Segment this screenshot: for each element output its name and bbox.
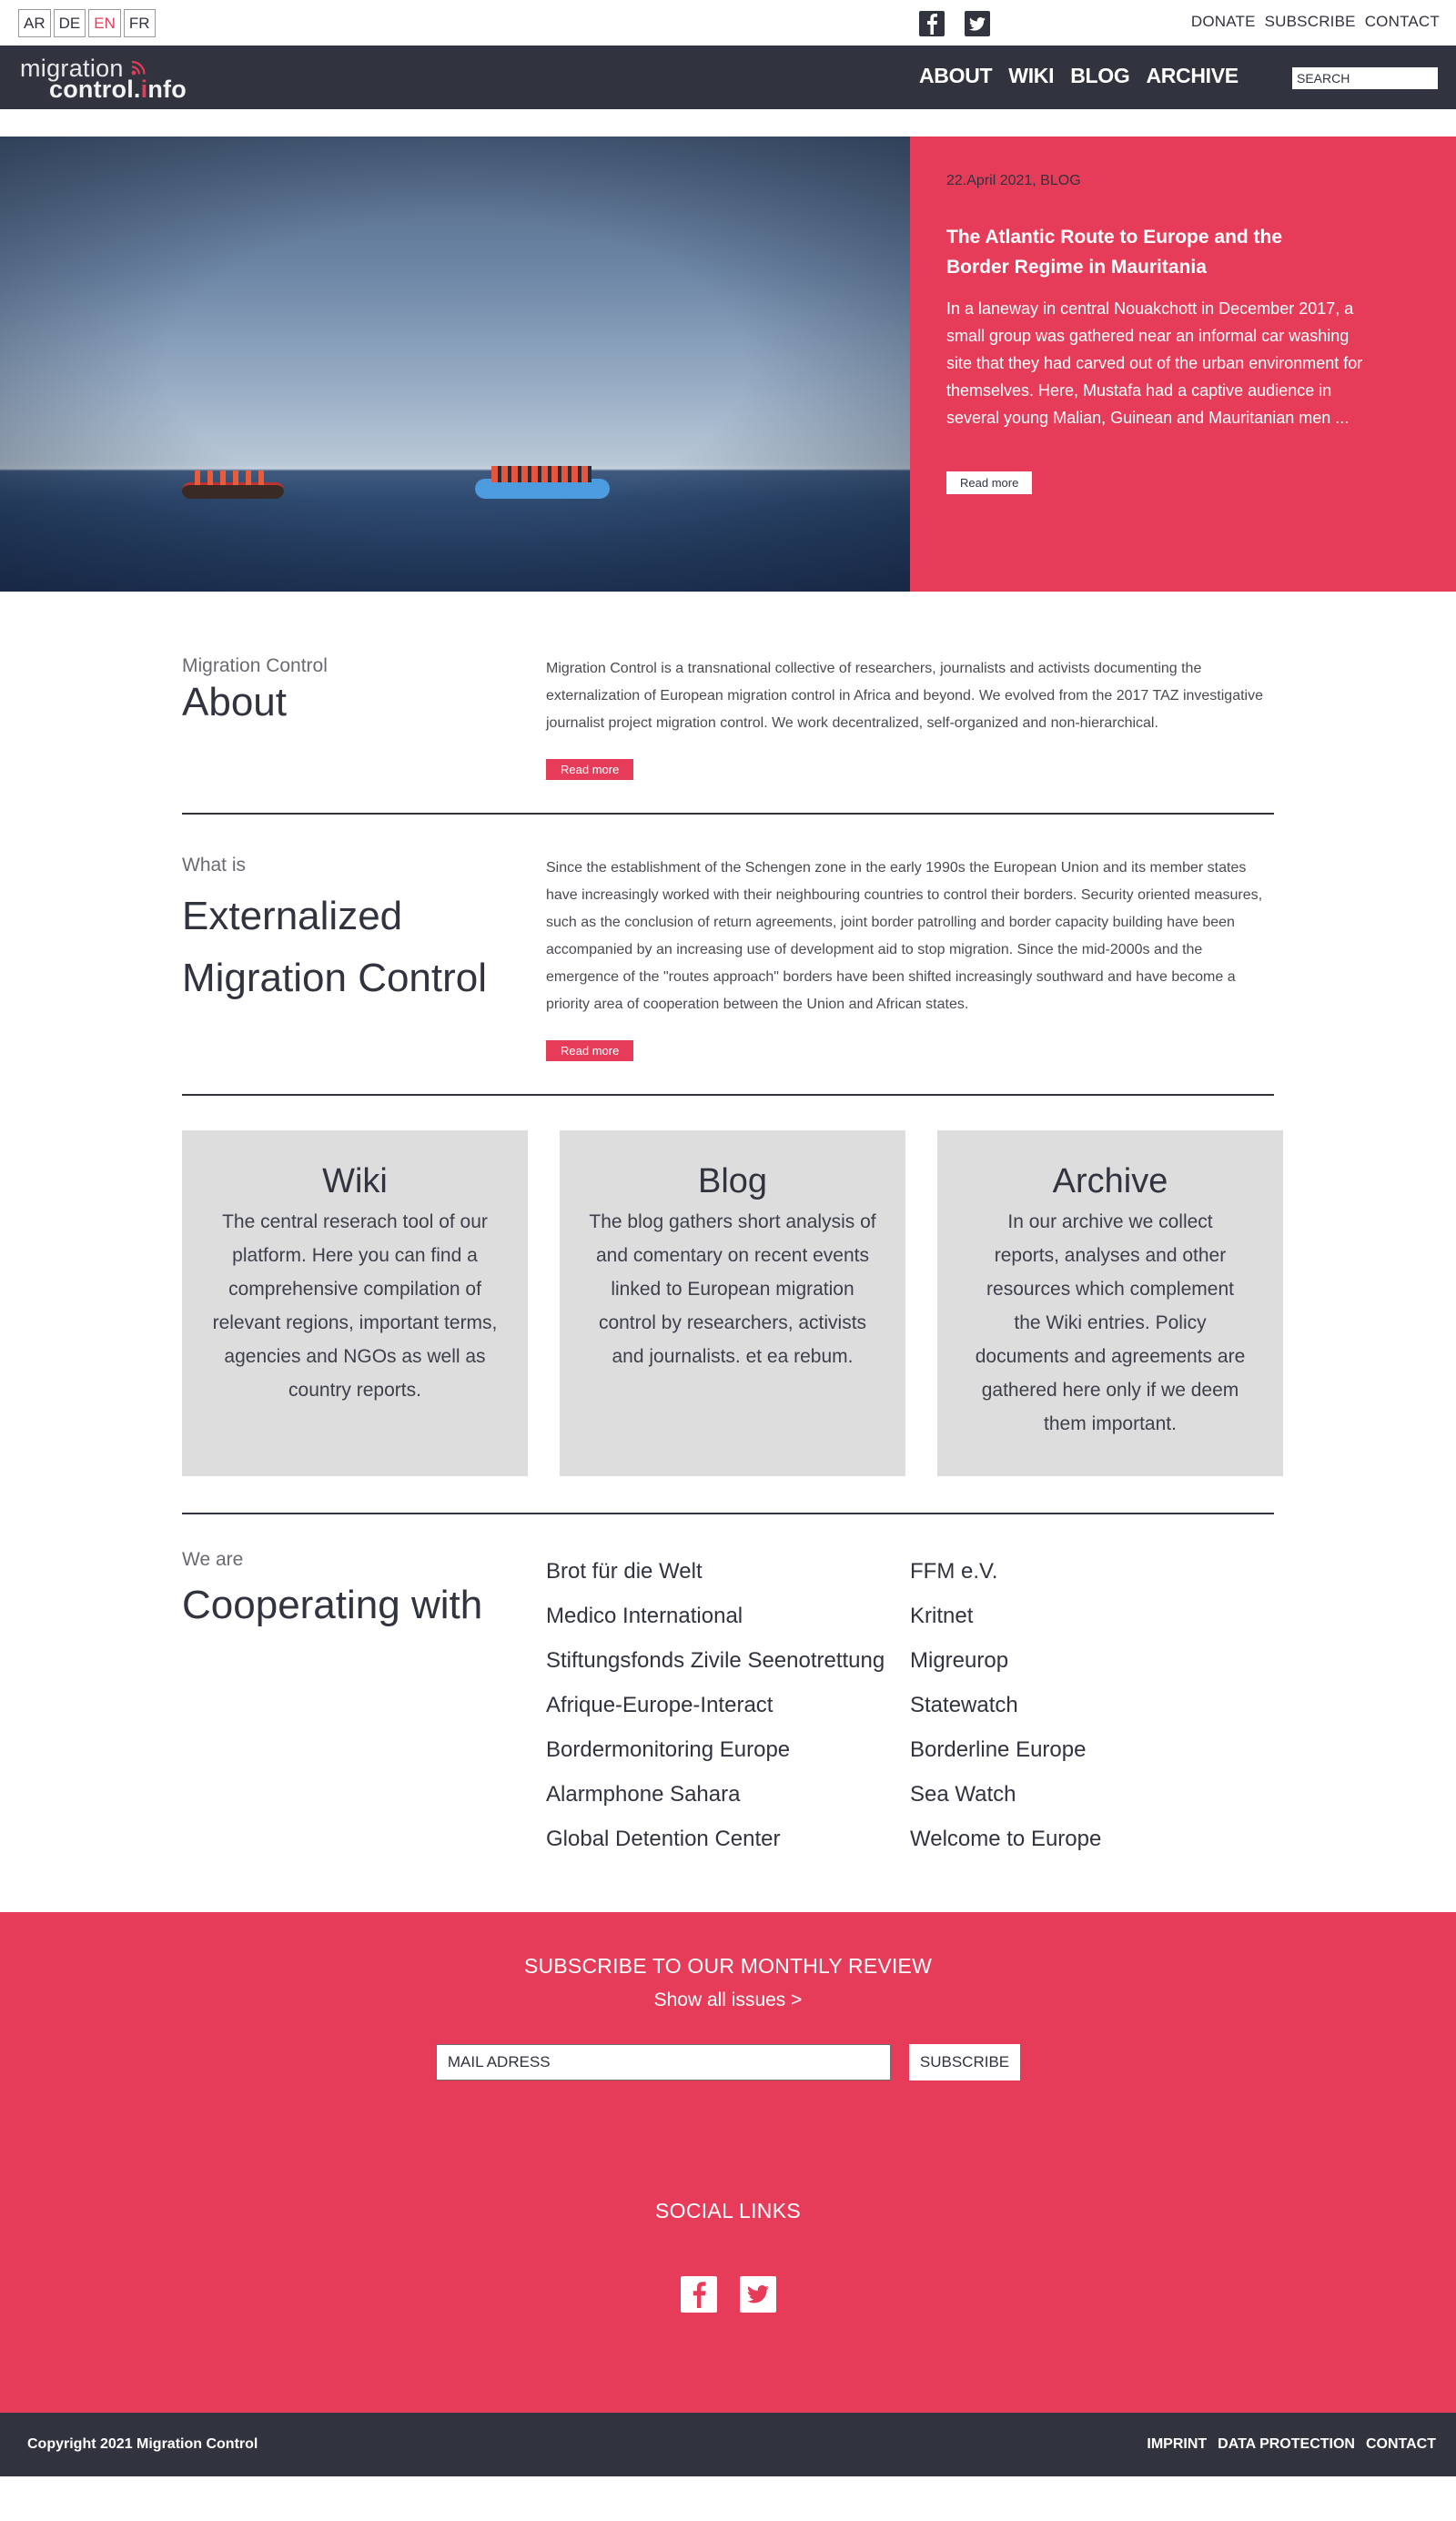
partner-link[interactable]: Migreurop <box>910 1648 1009 1673</box>
nav-archive[interactable]: ARCHIVE <box>1146 64 1239 87</box>
externalized-section <box>182 815 1274 1096</box>
externalized-read-more-button[interactable]: Read more <box>546 1040 633 1061</box>
post-meta: 22.April 2021, BLOG <box>946 173 1081 188</box>
footer-links <box>1147 2436 1436 2453</box>
twitter-icon[interactable] <box>965 11 990 36</box>
copyright-text: Copyright 2021 Migration Control <box>27 2436 258 2452</box>
partners-list-2 <box>910 1549 1274 1861</box>
footer-social-links <box>0 2276 1456 2313</box>
partners-section <box>182 1514 1274 1912</box>
partner-item <box>546 1549 910 1594</box>
partner-item <box>910 1683 1274 1727</box>
site-footer <box>0 2413 1456 2476</box>
hero-text-panel <box>910 137 1456 592</box>
hero-image <box>0 137 910 592</box>
partner-link[interactable]: Borderline Europe <box>910 1737 1087 1762</box>
partner-item <box>546 1727 910 1772</box>
post-excerpt: In a laneway in central Nouakchott in December 2017, a small group was gathered near an informal car washing site that they had carved out of the urban environment for themselves. Here, Mustafa had a captive audience in several young Malian, Guinean and Mauritanian men ... <box>946 299 1363 427</box>
lang-en[interactable]: EN <box>88 9 121 37</box>
partner-item <box>546 1683 910 1727</box>
archive-card-text: In our archive we collect reports, analyses and other resources which complement the Wiki entries. Policy documents and agreements are gathered here only if we deem them important. <box>975 1210 1246 1434</box>
utility-links <box>1191 13 1440 31</box>
footer-contact-link[interactable]: CONTACT <box>1365 2436 1436 2452</box>
nav-about[interactable]: ABOUT <box>919 64 993 87</box>
archive-card-title: Archive <box>1052 1162 1168 1200</box>
logo-text-line2-end: nfo <box>147 76 187 103</box>
newsletter-title: SUBSCRIBE TO OUR MONTHLY REVIEW <box>524 1954 932 1978</box>
primary-menu <box>919 64 1239 88</box>
partner-link[interactable]: Kritnet <box>910 1604 974 1628</box>
subscribe-button[interactable]: SUBSCRIBE <box>909 2044 1020 2081</box>
partners-title: Cooperating with <box>182 1583 483 1627</box>
partner-link[interactable]: Stiftungsfonds Zivile Seenotrettung <box>546 1648 885 1673</box>
partner-link[interactable]: Bordermonitoring Europe <box>546 1737 791 1762</box>
partner-link[interactable]: Statewatch <box>910 1693 1018 1717</box>
partners-kicker: We are <box>182 1549 244 1570</box>
externalized-title-line2: Migration Control <box>182 956 488 1000</box>
partner-item <box>910 1817 1274 1861</box>
logo-text-line1: migration <box>20 55 124 82</box>
externalized-title <box>182 886 546 1009</box>
lang-de[interactable]: DE <box>54 9 86 37</box>
partner-item <box>546 1638 910 1683</box>
about-section <box>182 592 1274 815</box>
blog-card[interactable] <box>560 1130 905 1476</box>
about-read-more-button[interactable]: Read more <box>546 759 633 780</box>
data-protection-link[interactable]: DATA PROTECTION <box>1218 2436 1355 2452</box>
dinghy-shape <box>475 479 610 499</box>
facebook-icon[interactable] <box>919 11 945 36</box>
contact-link[interactable]: CONTACT <box>1364 13 1440 30</box>
donate-link[interactable]: DONATE <box>1190 13 1256 30</box>
newsletter-form <box>0 2044 1456 2081</box>
partner-link[interactable]: Alarmphone Sahara <box>546 1782 741 1807</box>
partner-link[interactable]: Brot für die Welt <box>546 1559 703 1584</box>
search-input[interactable] <box>1292 67 1438 89</box>
partner-link[interactable]: FFM e.V. <box>910 1559 998 1584</box>
post-title[interactable]: The Atlantic Route to Europe and the Border Regime in Mauritania <box>946 227 1283 278</box>
wiki-card-title: Wiki <box>322 1162 388 1200</box>
partner-link[interactable]: Welcome to Europe <box>910 1827 1102 1851</box>
rescue-boat-shape <box>182 482 284 499</box>
main-navigation <box>0 46 1456 109</box>
partner-item <box>910 1549 1274 1594</box>
about-title: About <box>182 680 287 724</box>
partner-item <box>910 1638 1274 1683</box>
partner-item <box>546 1772 910 1817</box>
partner-link[interactable]: Medico International <box>546 1604 743 1628</box>
top-social-links <box>919 11 990 36</box>
subscribe-link[interactable]: SUBSCRIBE <box>1264 13 1356 30</box>
wiki-card[interactable] <box>182 1130 528 1476</box>
blog-card-text: The blog gathers short analysis of and comentary on recent events linked to European migration control by researchers, activists and journalists. et ea rebum. <box>589 1210 876 1367</box>
social-links-title: SOCIAL LINKS <box>655 2199 801 2222</box>
logo-accent-letter: i <box>140 76 148 103</box>
site-logo[interactable] <box>20 56 187 102</box>
featured-post-hero <box>0 137 1456 592</box>
partner-item <box>910 1727 1274 1772</box>
about-kicker: Migration Control <box>182 655 328 676</box>
archive-card[interactable] <box>937 1130 1283 1476</box>
section-cards <box>182 1130 1283 1476</box>
partner-item <box>910 1594 1274 1638</box>
wiki-card-text: The central reserach tool of our platform. Here you can find a comprehensive compilation of relevant regions, important terms, agencies and NGOs as well as country reports. <box>212 1210 498 1401</box>
nav-wiki[interactable]: WIKI <box>1008 64 1055 87</box>
nav-blog[interactable]: BLOG <box>1070 64 1130 87</box>
partner-item <box>546 1817 910 1861</box>
partners-list-1 <box>546 1549 910 1861</box>
lang-ar[interactable]: AR <box>18 9 51 37</box>
partner-link[interactable]: Sea Watch <box>910 1782 1016 1807</box>
show-all-issues-link[interactable]: Show all issues > <box>653 1989 803 2010</box>
about-text: Migration Control is a transnational collective of researchers, journalists and activists documenting the externalization of European migration control in Africa and beyond. We evolved from the 2017 TAZ investigative journalist project migration control. We work decentralized, self-organized and non-hierarchical. <box>546 661 1263 731</box>
partner-link[interactable]: Afrique-Europe-Interact <box>546 1693 774 1717</box>
top-utility-bar <box>0 0 1456 46</box>
externalized-kicker: What is <box>182 855 247 876</box>
partner-item <box>546 1594 910 1638</box>
hero-read-more-button[interactable]: Read more <box>946 471 1032 494</box>
imprint-link[interactable]: IMPRINT <box>1147 2436 1208 2452</box>
partner-item <box>910 1772 1274 1817</box>
externalized-title-line1: Externalized <box>182 894 403 938</box>
twitter-icon[interactable] <box>740 2276 776 2313</box>
email-input[interactable] <box>436 2044 891 2081</box>
facebook-icon[interactable] <box>681 2276 717 2313</box>
blog-card-title: Blog <box>697 1162 768 1200</box>
newsletter-section <box>0 1912 1456 2413</box>
externalized-text: Since the establishment of the Schengen zone in the early 1990s the European Union and its member states have increasingly worked with their neighbouring countries to control their borders. Security oriented measures, such as the conclusion of return agreements, joint border patrolling and border capacity building have been accompanied by an increasing use of development aid to stop migration. Since the mid-2000s and the emergence of the "routes approach" borders have been shifted increasingly southward and have become a priority area of cooperation between the Union and African states. <box>546 860 1263 1012</box>
language-switcher <box>18 9 156 37</box>
signal-icon <box>131 59 146 76</box>
partner-link[interactable]: Global Detention Center <box>546 1827 781 1851</box>
logo-text-line2: control. <box>49 76 141 103</box>
lang-fr[interactable]: FR <box>124 9 156 37</box>
